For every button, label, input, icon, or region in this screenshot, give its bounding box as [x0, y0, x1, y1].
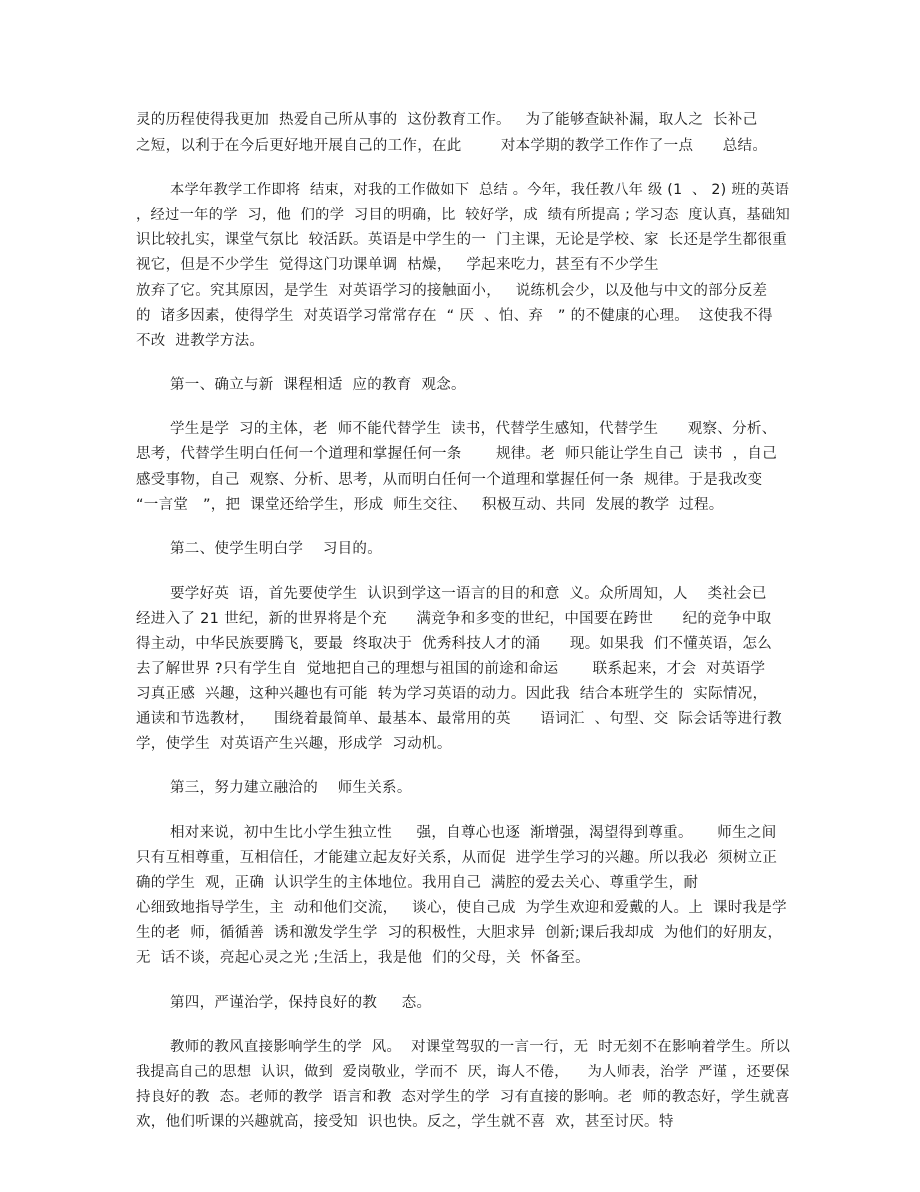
- text-line: 学，使学生 对英语产生兴趣，形成学 习动机。: [136, 736, 452, 752]
- text-line: 思考，代替学生明白任何一个道理和掌握任何一条 规律。老 师只能让学生自己 读书 ，自己: [136, 446, 778, 462]
- text-line: 识比较扎实，课堂气氛比 较活跃。英语是中学生的一 门主课，无论是学校、家 长还是学生都很重: [136, 232, 788, 248]
- text-line: 我提高自己的思想 认识，做到 爱岗敬业，学而不 厌，诲人不倦， 为人师表，治学 严谨 ，还要保: [136, 1064, 790, 1080]
- text-line: 视它，但是不少学生 觉得这门功课单调 枯燥， 学起来吃力，甚至有不少学生: [136, 257, 659, 273]
- paragraph-line: 本学年教学工作即将 结束，对我的工作做如下 总结 。今年，我任教八年 级 (1 、 2) 班的英语: [170, 182, 790, 198]
- text-line: 通读和节选教材， 围绕着最简单、最基本、最常用的英 语词汇 、句型、交 际会话等进行教: [136, 711, 782, 727]
- section-heading: 第三，努力建立融洽的 师生关系。: [170, 780, 412, 796]
- text-line: 不改 进教学方法。: [136, 333, 265, 349]
- paragraph-line: 要学好英 语，首先要使学生 认识到学这一语言的目的和意 义。众所周知，人 类社会已: [170, 586, 767, 602]
- text-line: 持良好的教 态。老师的教学 语言和教 态对学生的学 习有直接的影响。老 师的教态好，学生就喜: [136, 1089, 790, 1105]
- text-line: 得主动，中华民族要腾飞，要最 终取决于 优秀科技人才的涌 现。如果我 们不懂英语，怎么: [136, 636, 773, 652]
- text-line: 生的老 师，循循善 诱和激发学生学 习的积极性，大胆求异 创新;课后我却成 为他们的好朋友，: [136, 925, 783, 941]
- section-heading: 第一、确立与新 课程相适 应的教育 观念。: [170, 377, 466, 393]
- text-line: 灵的历程使得我更加 热爱自己所从事的 这份教育工作。 为了能够查缺补漏，取人之 长补己: [136, 112, 758, 128]
- text-line: 放弃了它。究其原因，是学生 对英语学习的接触面小， 说练机会少，以及他与中文的部分反差: [136, 283, 768, 299]
- text-line: 欢，他们听课的兴趣就高，接受知 识也快。反之，学生就不喜 欢，甚至讨厌。特: [136, 1114, 674, 1130]
- paragraph-line: 学生是学 习的主体，老 师不能代替学生 读书，代替学生感知，代替学生 观察、分析、: [170, 421, 777, 437]
- paragraph-line: 教师的教风直接影响学生的学 风。 对课堂驾驭的一言一行，无 时无刻不在影响着学生。所以: [170, 1039, 791, 1055]
- text-line: 只有互相尊重，互相信任，才能建立起友好关系，从而促 进学生学习的兴趣。所以我必 须树立正: [136, 850, 778, 866]
- section-heading: 第二、使学生明白学 习目的。: [170, 541, 383, 557]
- text-line: 去了解世界 ?只有学生自 觉地把自己的理想与祖国的前途和命运 联系起来，才会 对英语学: [136, 661, 766, 677]
- section-heading: 第四，严谨治学，保持良好的教 态。: [170, 995, 432, 1011]
- text-line: 经进入了 21 世纪，新的世界将是个充 满竞争和多变的世纪，中国要在跨世 纪的竞争中取: [136, 611, 772, 627]
- text-line: 无 话不谈，亮起心灵之光 ;生活上，我是他 们的父母，关 怀备至。: [136, 950, 590, 966]
- text-line: ，经过一年的学 习，他 们的学 习目的明确，比 较好学，成 绩有所提高 ; 学习态 度认真，基础知: [136, 207, 791, 223]
- text-line: 感受事物，自己 观察、分析、思考，从而明白任何一个道理和掌握任何一条 规律。于是我改变: [136, 472, 763, 488]
- text-line: 之短，以利于在今后更好地开展自己的工作，在此 对本学期的教学工作作了一点 总结。: [136, 138, 768, 154]
- text-line: 的 诸多因素，使得学生 对英语学习常常存在 “ 厌 、怕、弃 ” 的不健康的心理。 这使我不得: [136, 308, 773, 324]
- paragraph-line: 相对来说，初中生比小学生独立性 强，自尊心也逐 渐增强，渴望得到尊重。 师生之间: [170, 825, 777, 841]
- text-line: “一言堂 ”，把 课堂还给学生，形成 师生交往、 积极互动、共同 发展的教学 过程。: [136, 497, 724, 513]
- text-line: 心细致地指导学生，主 动和他们交流， 谈心，使自己成 为学生欢迎和爱戴的人。上 课时我是学: [136, 900, 787, 916]
- text-line: 习真正感 兴趣，这种兴趣也有可能 转为学习英语的动力。因此我 结合本班学生的 实际情况，: [136, 686, 768, 702]
- text-line: 确的学生 观，正确 认识学生的主体地位。我用自己 满腔的爱去关心、尊重学生，耐: [136, 875, 699, 891]
